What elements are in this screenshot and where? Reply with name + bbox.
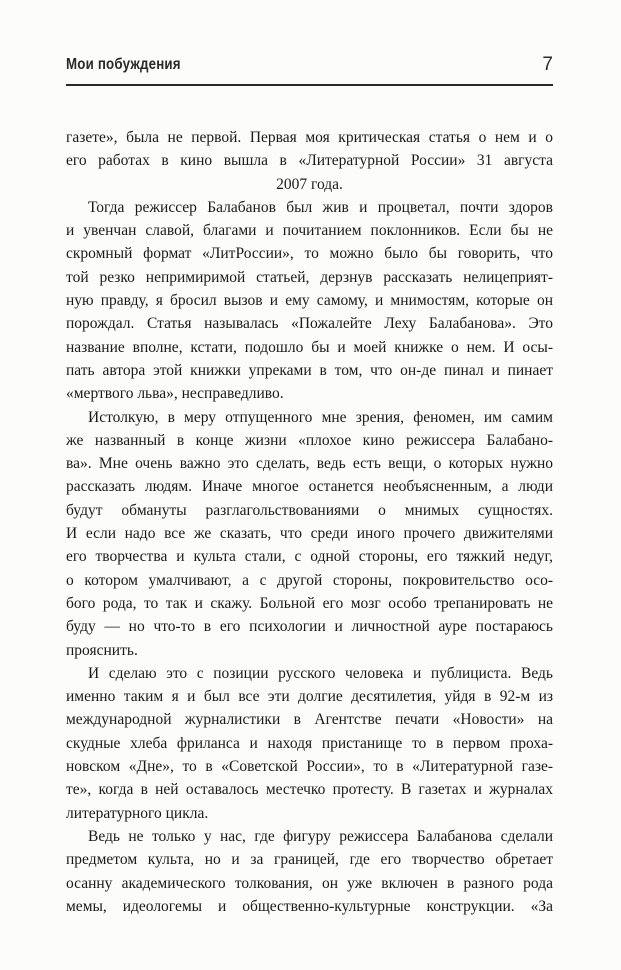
- text-line: Тогда режиссер Балабанов был жив и процветал, почти здоров: [88, 198, 553, 216]
- text-line: пать автора этой книжки упреками в том, что он-де пинал и пинает: [66, 361, 553, 379]
- text-line: И сделаю это с позиции русского человека и публициста. Ведь: [88, 664, 553, 682]
- text-line: о котором умалчивают, а с другой стороны, покровительство осо-: [66, 571, 553, 589]
- text-line: будут обмануты разглагольствованиями о мнимых сущностях.: [66, 501, 553, 519]
- text-line: той резко непримиримой статьей, дерзнув рассказать нелицеприят-: [66, 268, 553, 286]
- text-line: бого рода, то так и скажу. Больной его мозг особо трепанировать не: [66, 594, 553, 612]
- text-line: мемы, идеологемы и общественно-культурные конструкции. «За: [66, 897, 553, 915]
- header-rule: [66, 84, 553, 86]
- text-line: порождал. Статья называлась «Пожалейте Леху Балабанова». Это: [66, 315, 553, 333]
- chapter-title: Мои побуждения: [66, 56, 181, 73]
- text-line: рассказать людям. Иначе многое останется необъясненным, а люди: [66, 478, 553, 496]
- text-line: название вполне, кстати, подошло бы и моей книжке о нем. И осы-: [66, 338, 553, 356]
- text-line: «мертвого льва», несправедливо.: [66, 385, 284, 403]
- text-line: предметом культа, но и за границей, где его творчество обретает: [66, 851, 553, 869]
- text-line: и увенчан славой, благами и почитанием поклонников. Если бы не: [66, 222, 553, 240]
- text-line: И если надо все же сказать, что среди иного прочего движителями: [66, 525, 553, 543]
- text-line: ную правду, я бросил вызов и ему самому, и мнимостям, которые он: [66, 292, 553, 310]
- text-line: буду — но что-то в его психологии и личностной ауре постараюсь: [66, 618, 553, 636]
- text-line: Истолкую, в меру отпущенного мне зрения, феномен, им самим: [88, 408, 553, 426]
- text-line: Ведь не только у нас, где фигуру режиссера Балабанова сделали: [88, 827, 553, 845]
- text-line: скромный формат «ЛитРоссии», то можно было бы говорить, что: [66, 245, 553, 263]
- text-line: 2007 года.: [276, 175, 343, 193]
- body-text: [66, 126, 553, 918]
- text-line: его работах в кино вышла в «Литературной России» 31 августа: [66, 152, 553, 170]
- text-line: газете», была не первой. Первая моя критическая статья о нем и о: [66, 129, 553, 146]
- text-line: новском «Дне», то в «Советской России», то в «Литературной газе-: [66, 758, 553, 776]
- text-line: международной журналистики в Агентстве печати «Новости» на: [66, 711, 553, 729]
- text-line: те», когда в ней оставалось местечко протесту. В газетах и журналах: [66, 781, 553, 799]
- text-line: именно таким я и был все эти долгие десятилетия, уйдя в 92-м из: [66, 688, 553, 706]
- running-header: [66, 56, 553, 80]
- text-line: его творчества и культа стали, с одной стороны, его тяжкий недуг,: [66, 548, 553, 566]
- page-number: 7: [542, 54, 553, 75]
- text-line: прояснить.: [66, 641, 138, 659]
- text-line: же названный в конце жизни «плохое кино режиссера Балабано-: [66, 431, 553, 449]
- text-line: ва». Мне очень важно это сделать, ведь есть вещи, о которых нужно: [66, 455, 553, 473]
- text-line: литературного цикла.: [66, 804, 209, 822]
- text-line: осанну академического толкования, он уже включен в разного рода: [66, 874, 553, 892]
- text-line: скудные хлеба фриланса и находя пристанище то в первом проха-: [66, 734, 553, 752]
